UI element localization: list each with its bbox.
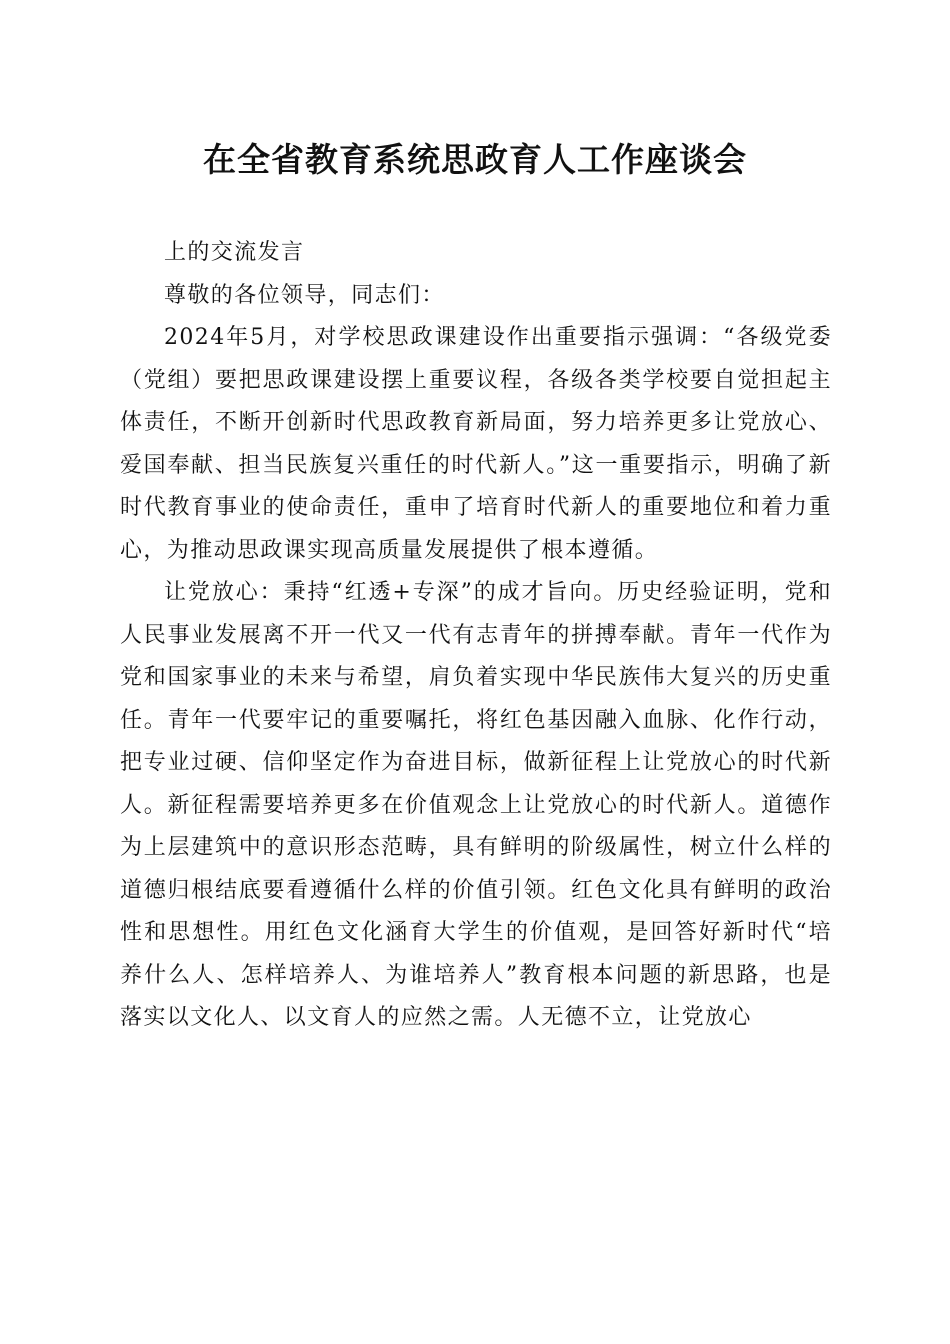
document-title: 在全省教育系统思政育人工作座谈会: [203, 140, 747, 179]
document-body: [120, 232, 832, 1040]
paragraph-subtitle: 上的交流发言: [164, 240, 305, 265]
paragraph-salutation: 尊敬的各位领导，同志们：: [164, 282, 445, 308]
paragraph-section-one: 让党放心：秉持“红透+专深”的成才旨向。历史经验证明，党和人民事业发展离不开一代又一代有志青年的拼搏奉献。青年一代作为党和国家事业的未来与希望，肩负着实现中华民族伟大复兴的历史重任。青年一代要牢记的重要嘱托，将红色基因融入血脉、化作行动，把专业过硬、信仰坚定作为奋进目标，做新征程上让党放心的时代新人。新征程需要培养更多在价值观念上让党放心的时代新人。道德作为上层建筑中的意识形态范畴，具有鲜明的阶级属性，树立什么样的道德归根结底要看遵循什么样的价值引领。红色文化具有鲜明的政治性和思想性。用红色文化涵育大学生的价值观，是回答好新时代“培养什么人、怎样培养人、为谁培养人”教育根本问题的新思路，也是落实以文化人、以文育人的应然之需。人无德不立，让党放心: [120, 580, 832, 1030]
paragraph-intro: 2024年5月，对学校思政课建设作出重要指示强调：“各级党委（党组）要把思政课建设摆上重要议程，各级各类学校要自觉担起主体责任，不断开创新时代思政教育新局面，努力培养更多让党放心、爱国奉献、担当民族复兴重任的时代新人。”这一重要指示，明确了新时代教育事业的使命责任，重申了培育时代新人的重要地位和着力重心，为推动思政课实现高质量发展提供了根本遵循。: [120, 325, 832, 563]
